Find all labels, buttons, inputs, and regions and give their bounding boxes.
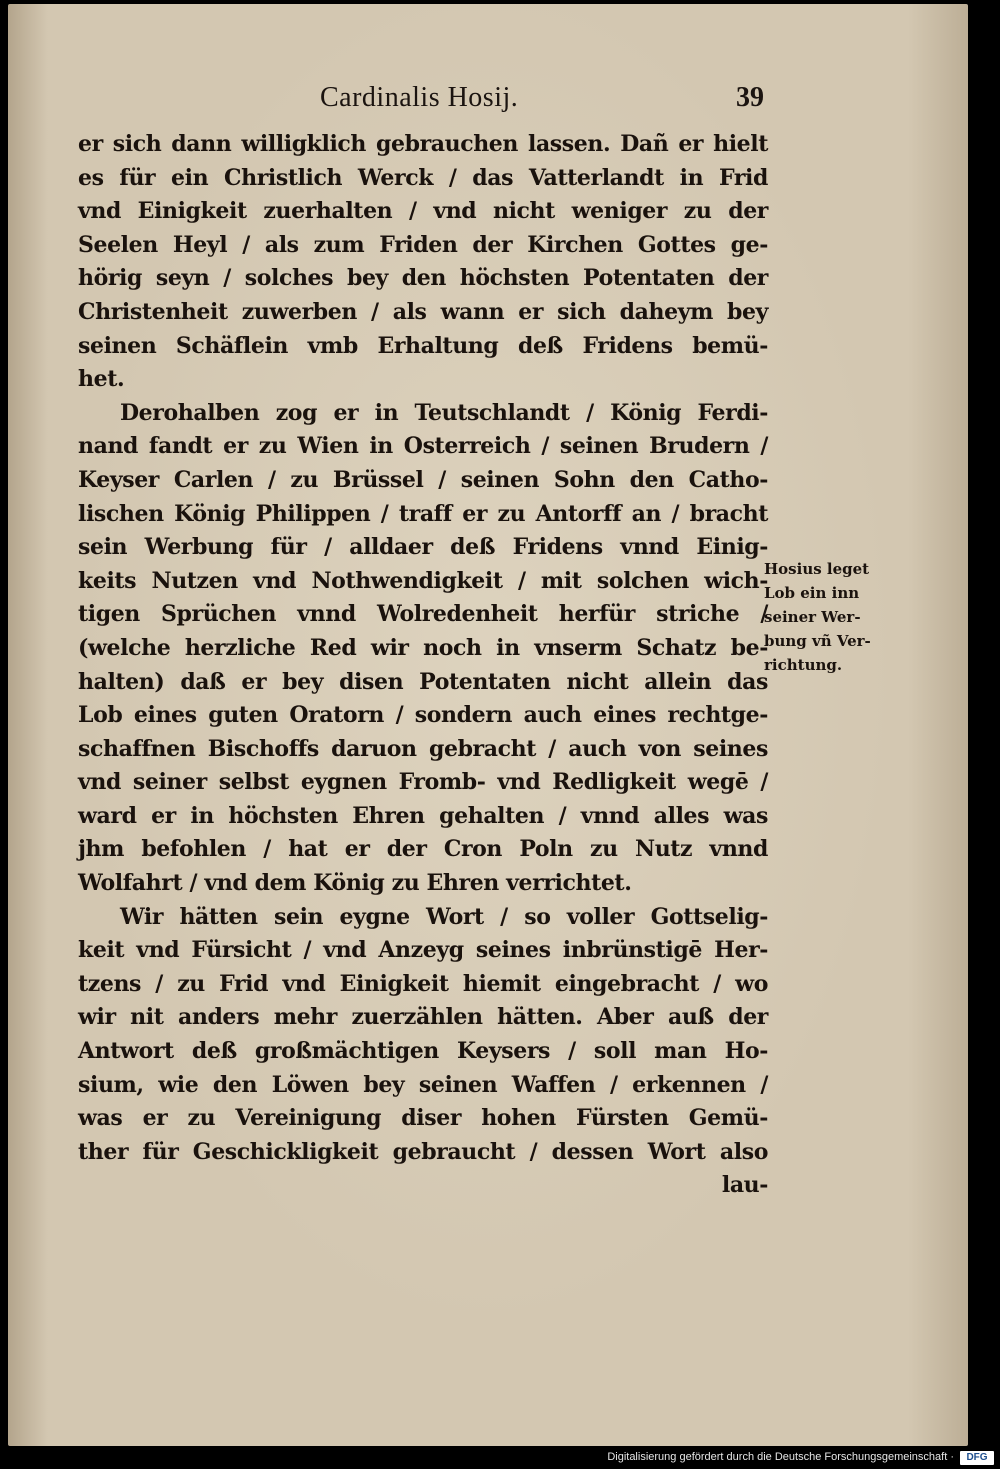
digitization-footer xyxy=(0,1449,1000,1469)
marginal-note-line: richtung. xyxy=(764,656,843,674)
text-line: ward er in höchsten Ehren gehalten / vnnd alles was xyxy=(78,802,768,829)
book-page xyxy=(8,4,968,1446)
text-line: was er zu Vereinigung diser hohen Fürsten Gemü- xyxy=(78,1105,768,1132)
text-line: lau- xyxy=(721,1172,768,1199)
page-number: 39 xyxy=(736,82,764,113)
text-line: Keyser Carlen / zu Brüssel / seinen Sohn den Catho- xyxy=(78,466,768,493)
marginal-note-line: Hosius leget xyxy=(764,560,870,578)
text-line: keits Nutzen vnd Nothwendigkeit / mit solchen wich- xyxy=(78,567,768,594)
text-line: Derohalben zog er in Teutschlandt / König Ferdi- xyxy=(120,399,768,426)
text-line: keit vnd Fürsicht / vnd Anzeyg seines inbrünstigē Her- xyxy=(78,937,768,964)
text-line: hörig seyn / solches bey den höchsten Potentaten der xyxy=(78,265,768,292)
body-text xyxy=(78,128,768,1203)
text-line: wir nit anders mehr zuerzählen hätten. Aber auß der xyxy=(78,1004,768,1031)
text-line: Wir hätten sein eygne Wort / so voller Gottselig- xyxy=(120,903,768,930)
text-line: Seelen Heyl / als zum Friden der Kirchen Gottes ge- xyxy=(78,231,768,258)
text-line: vnd seiner selbst eygnen Fromb- vnd Redligkeit wegē / xyxy=(78,769,768,796)
marginal-note-line: bung vñ Ver- xyxy=(764,632,871,650)
text-line: Antwort deß großmächtigen Keysers / soll man Ho- xyxy=(78,1038,768,1065)
text-line: nand fandt er zu Wien in Osterreich / seinen Brudern / xyxy=(78,433,768,460)
marginal-note-line: Lob ein inn xyxy=(764,584,860,602)
text-line: er sich dann willigklich gebrauchen lassen. Dañ er hielt xyxy=(78,131,768,157)
funding-credit: Digitalisierung gefördert durch die Deutsche Forschungsgemeinschaft · xyxy=(607,1451,954,1463)
marginal-note-line: seiner Wer- xyxy=(764,608,861,626)
text-line: Wolfahrt / vnd dem König zu Ehren verrichtet. xyxy=(78,870,632,897)
text-line: ther für Geschickligkeit gebraucht / dessen Wort also xyxy=(78,1138,768,1165)
text-line: vnd Einigkeit zuerhalten / vnd nicht weniger zu der xyxy=(78,198,768,225)
text-line: seinen Schäflein vmb Erhaltung deß Fridens bemü- xyxy=(78,332,768,359)
running-head: Cardinalis Hosij. xyxy=(320,82,519,113)
text-line: schaffnen Bischoffs daruon gebracht / auch von seines xyxy=(78,735,768,762)
text-line: halten) daß er bey disen Potentaten nicht allein das xyxy=(78,668,768,695)
text-line: het. xyxy=(78,366,125,393)
marginal-note xyxy=(764,557,904,677)
text-line: Christenheit zuwerben / als wann er sich daheym bey xyxy=(78,298,768,325)
text-line: Lob eines guten Oratorn / sondern auch eines rechtge- xyxy=(78,702,768,729)
dfg-logo: DFG xyxy=(960,1451,994,1465)
text-line: es für ein Christlich Werck / das Vatterlandt in Frid xyxy=(78,164,768,191)
text-line: (welche herzliche Red wir noch in vnserm Schatz be- xyxy=(78,634,768,661)
text-line: lischen König Philippen / traff er zu Antorff an / bracht xyxy=(78,500,768,527)
text-line: jhm befohlen / hat er der Cron Poln zu Nutz vnnd xyxy=(78,836,768,863)
text-line: tigen Sprüchen vnnd Wolredenheit herfür striche / xyxy=(78,601,768,628)
text-line: tzens / zu Frid vnd Einigkeit hiemit eingebracht / wo xyxy=(78,970,768,997)
text-line: sein Werbung für / alldaer deß Fridens vnnd Einig- xyxy=(78,534,768,561)
text-line: sium, wie den Löwen bey seinen Waffen / erkennen / xyxy=(78,1071,768,1098)
